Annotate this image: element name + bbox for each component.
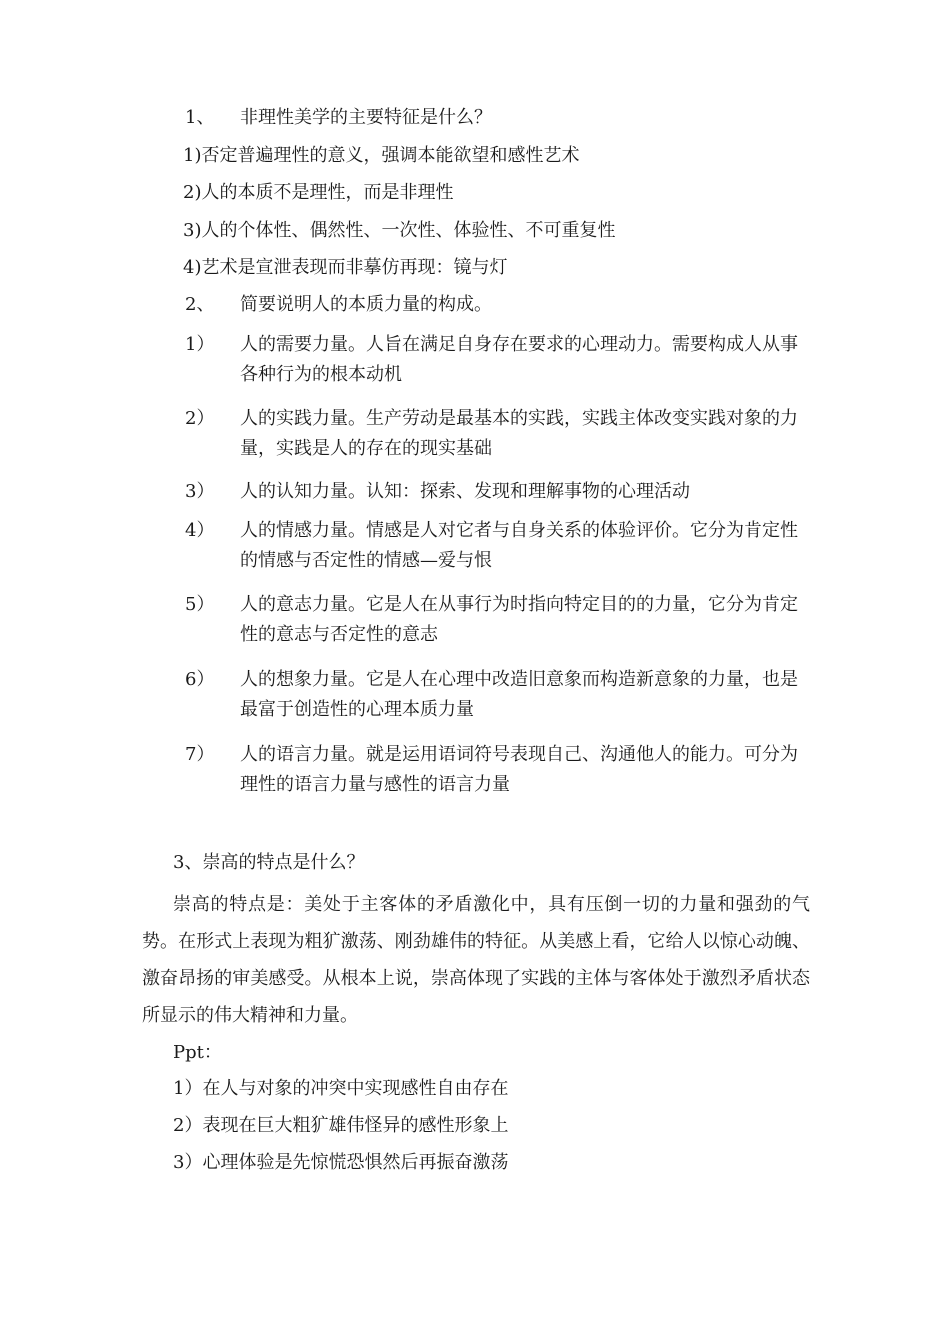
ppt-point: 1）在人与对象的冲突中实现感性自由存在 (173, 1078, 509, 1099)
ppt-label: Ppt： (173, 1042, 222, 1063)
q3-title: 3、崇高的特点是什么？ (173, 852, 365, 873)
q2-item-text: 人的意志力量。它是人在从事行为时指向特定目的的力量，它分为肯定性的意志与否定性的意志 (240, 594, 798, 645)
q2-item-number: 3） (185, 481, 215, 502)
q1-number: 1、 (185, 107, 215, 128)
q2-number: 2、 (185, 294, 215, 315)
ppt-point: 2）表现在巨大粗犷雄伟怪异的感性形象上 (173, 1115, 509, 1136)
q2-item-text: 人的想象力量。它是人在心理中改造旧意象而构造新意象的力量，也是最富于创造性的心理本质力量 (240, 669, 798, 720)
q2-item-number: 5） (185, 594, 215, 615)
q2-item-text: 人的实践力量。生产劳动是最基本的实践，实践主体改变实践对象的力量，实践是人的存在的现实基础 (240, 408, 798, 459)
q1-point: 3)人的个体性、偶然性、一次性、体验性、不可重复性 (183, 220, 616, 241)
q1-point: 2)人的本质不是理性，而是非理性 (183, 182, 454, 203)
q2-item-text: 人的需要力量。人旨在满足自身存在要求的心理动力。需要构成人从事各种行为的根本动机 (240, 334, 798, 385)
ppt-point: 3）心理体验是先惊慌恐惧然后再振奋激荡 (173, 1152, 509, 1173)
q2-title: 简要说明人的本质力量的构成。 (240, 294, 492, 315)
q2-item-number: 4） (185, 520, 215, 541)
q2-item-number: 7） (185, 744, 215, 765)
q2-item-number: 6） (185, 669, 215, 690)
q1-point: 1)否定普遍理性的意义，强调本能欲望和感性艺术 (183, 145, 580, 166)
q2-item-number: 1） (185, 334, 215, 355)
q1-title: 非理性美学的主要特征是什么？ (240, 107, 492, 128)
q2-item-text: 人的情感力量。情感是人对它者与自身关系的体验评价。它分为肯定性的情感与否定性的情感—爱与恨 (240, 520, 798, 571)
q1-point: 4)艺术是宣泄表现而非摹仿再现：镜与灯 (183, 257, 508, 278)
q2-item-number: 2） (185, 408, 215, 429)
q3-answer: 崇高的特点是：美处于主客体的矛盾激化中，具有压倒一切的力量和强劲的气势。在形式上表现为粗犷激荡、刚劲雄伟的特征。从美感上看，它给人以惊心动魄、激奋昂扬的审美感受。从根本上说，崇高体现了实践的主体与客体处于激烈矛盾状态所显示的伟大精神和力量。 (142, 894, 810, 1026)
q2-item-text: 人的认知力量。认知：探索、发现和理解事物的心理活动 (240, 481, 690, 502)
q2-item-text: 人的语言力量。就是运用语词符号表现自己、沟通他人的能力。可分为理性的语言力量与感性的语言力量 (240, 744, 798, 795)
